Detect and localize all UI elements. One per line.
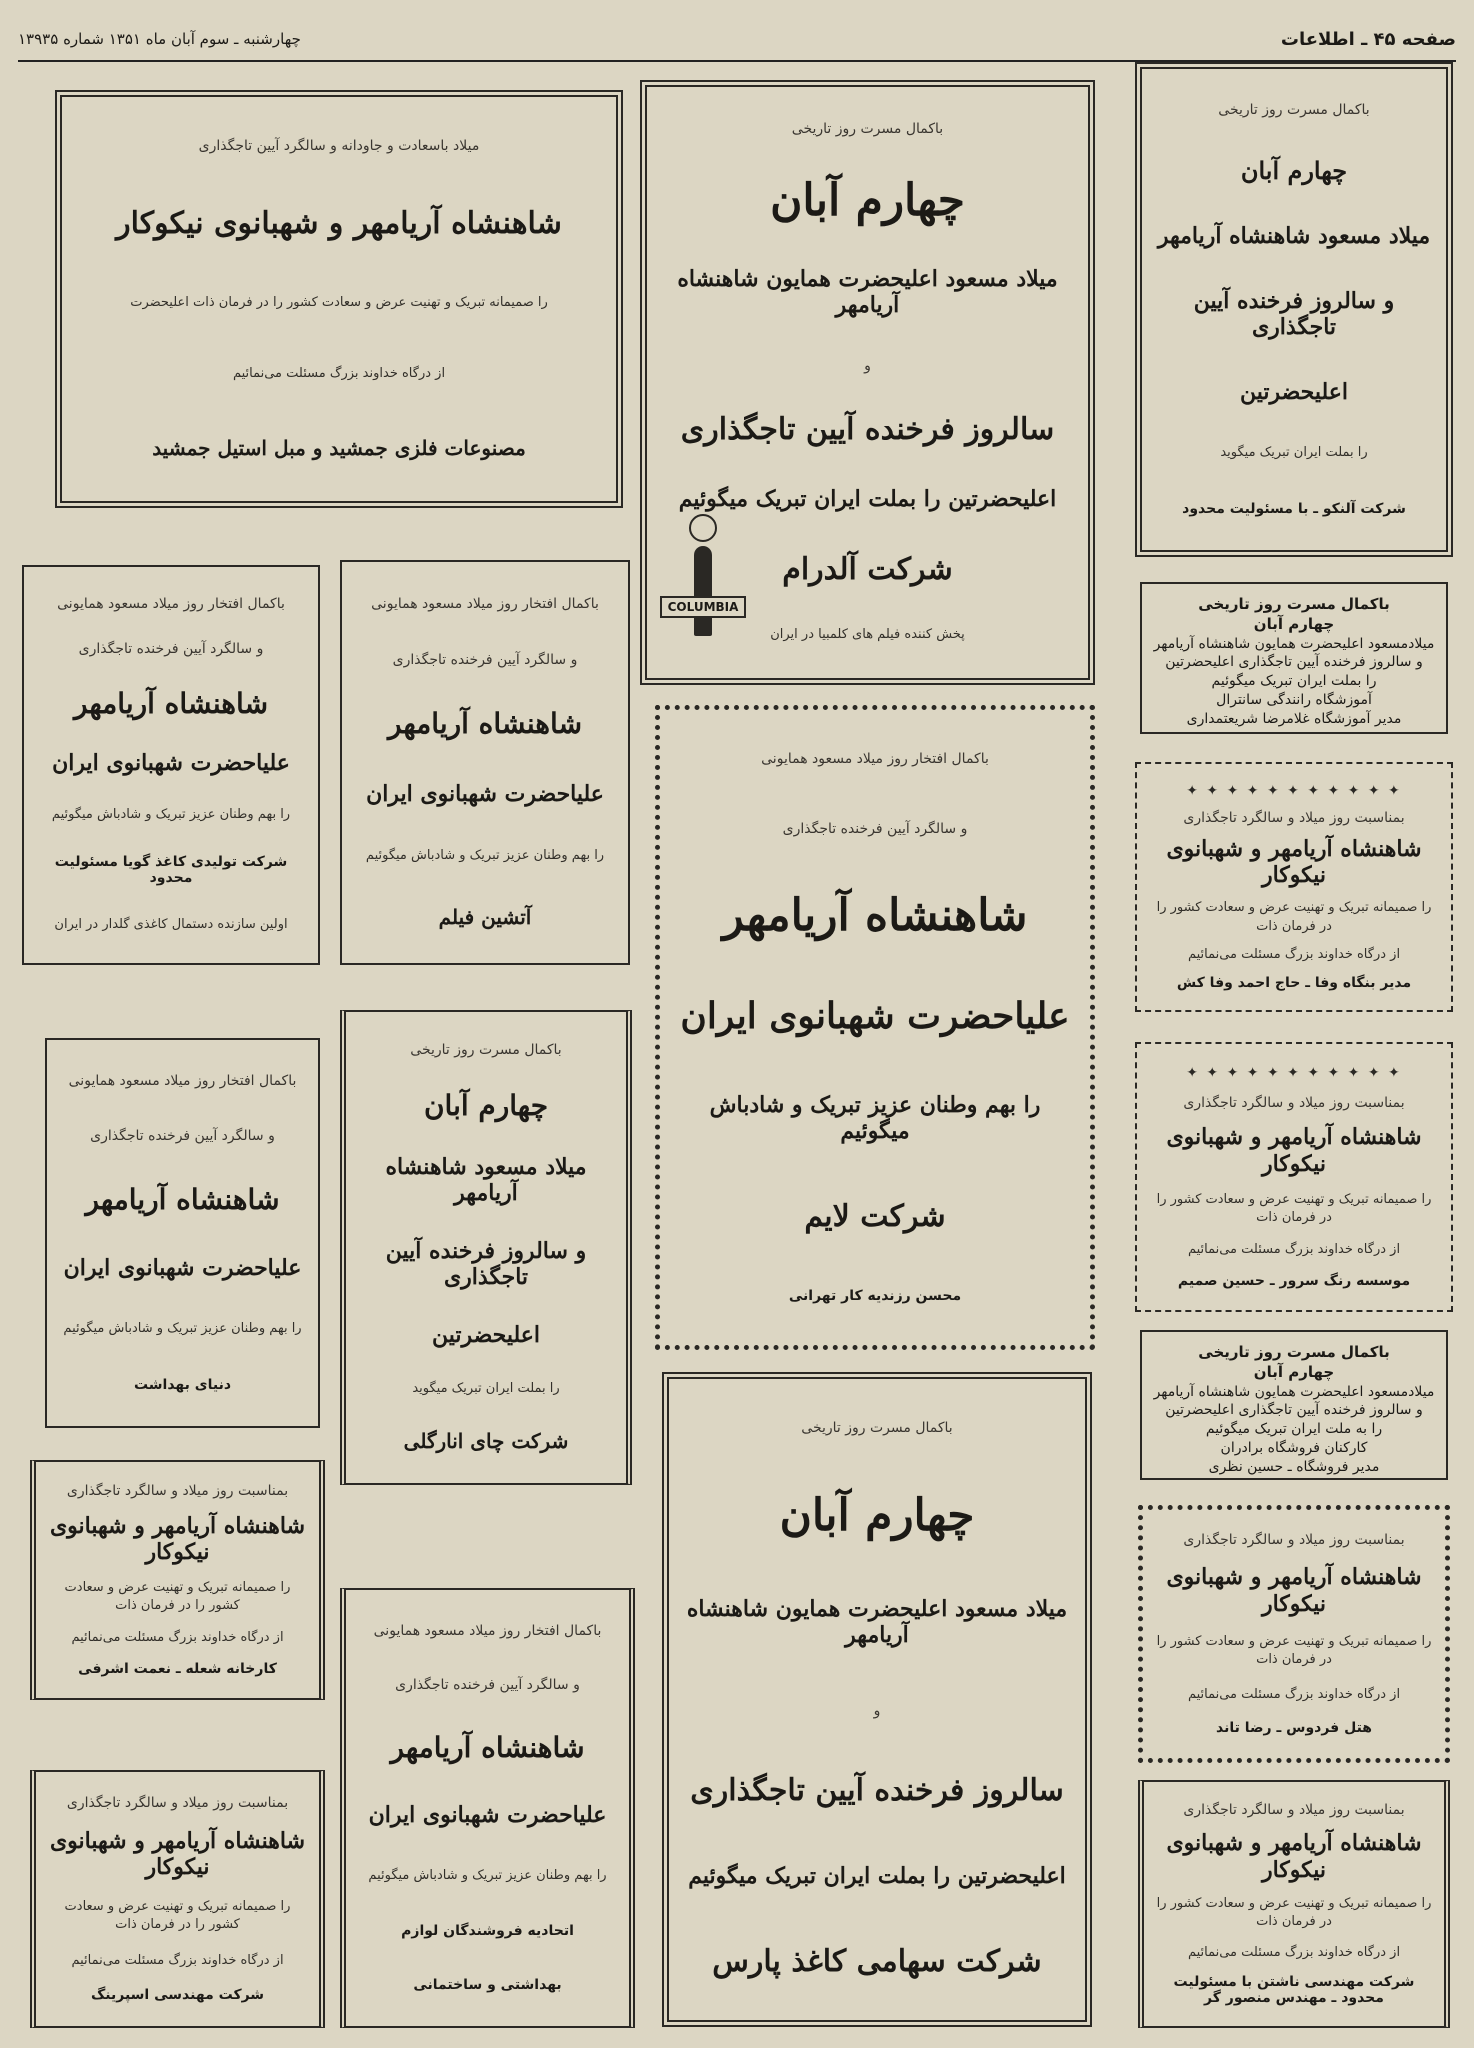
ad-nashtan-engineering — [1138, 1780, 1450, 2028]
ad-title: چهارم آبان — [1240, 155, 1348, 185]
ad-line: از درگاه خداوند بزرگ مسئلت می‌نمائیم — [1187, 1242, 1401, 1258]
ad-intro: و سالگرد آیین فرخنده تاجگذاری — [392, 651, 578, 668]
ad-line: مدیر آموزشگاه غلامرضا شریعتمداری — [1186, 711, 1402, 728]
ad-signature: آتشین فیلم — [438, 905, 532, 930]
ad-line: از درگاه خداوند بزرگ مسئلت می‌نمائیم — [1187, 1686, 1401, 1702]
ad-jamshid — [55, 90, 623, 508]
ad-signature: شرکت آلدرام — [782, 551, 953, 587]
ad-signature: شرکت تولیدی کاغذ گویا مسئولیت محدود — [54, 854, 288, 887]
ad-line: را بهم وطنان عزیز تبریک و شادباش میگوئیم — [63, 1320, 302, 1336]
ad-line: را بهم وطنان عزیز تبریک و شادباش میگوئیم — [368, 1867, 607, 1883]
ad-ferdous-hotel — [1138, 1505, 1450, 1763]
ad-line: را صمیمانه تبریک و تهنیت عرض و سعادت کشور را در فرمان ذات — [1156, 900, 1432, 934]
ad-title: علیاحضرت شهبانوی ایران — [368, 1802, 607, 1829]
ad-signature: اتحادیه فروشندگان لوازم — [401, 1923, 574, 1939]
ad-intro: و سالگرد آیین فرخنده تاجگذاری — [782, 821, 968, 838]
ad-title: شاهنشاه آریامهر — [722, 890, 1028, 942]
ad-laym — [655, 705, 1095, 1350]
ad-line: را بملت ایران تبریک میگوید — [412, 1380, 560, 1396]
ad-line: از درگاه خداوند بزرگ مسئلت می‌نمائیم — [1187, 947, 1401, 963]
ad-title: شاهنشاه آریامهر و شهبانوی نیکوکار — [1166, 1564, 1422, 1617]
ad-intro: باکمال مسرت روز تاریخی — [1218, 102, 1370, 119]
ad-connector: و — [873, 1703, 881, 1720]
ad-line: اعلیحضرتین را بملت ایران تبریک میگوئیم — [678, 486, 1057, 513]
ad-title: شاهنشاه آریامهر و شهبانوی نیکوکار — [49, 1512, 306, 1565]
ad-title: چهارم آبان — [423, 1088, 549, 1122]
page-number: صفحه ۴۵ ـ اطلاعات — [1280, 28, 1456, 50]
ad-line: و سالروز فرخنده آیین تاجگذاری اعلیحضرتین — [1165, 654, 1423, 671]
logo-text: COLUMBIA — [660, 596, 747, 618]
ad-line: باکمال مسرت روز تاریخی — [1198, 1343, 1390, 1361]
ad-baradaran-store — [1140, 1330, 1448, 1480]
ad-intro: باکمال مسرت روز تاریخی — [801, 1420, 953, 1437]
ad-signature: مدیر بنگاه وفا ـ حاج احمد وفا کش — [1176, 974, 1412, 991]
ad-line: مدیر فروشگاه ـ حسین نظری — [1208, 1459, 1380, 1476]
ad-intro: بمناسبت روز میلاد و سالگرد تاجگذاری — [1183, 809, 1405, 826]
ad-signature: مصنوعات فلزی جمشید و مبل استیل جمشید — [152, 436, 526, 461]
ad-line: و سالروز فرخنده آیین تاجگذاری — [385, 1237, 587, 1291]
ad-title: چهارم آبان — [770, 174, 965, 226]
ad-line: را به ملت ایران تبریک میگوئیم — [1205, 1421, 1383, 1438]
ad-line: میلادمسعود اعلیحضرت همایون شاهنشاه آریامهر — [1153, 1383, 1435, 1400]
ad-line: سالروز فرخنده آیین تاجگذاری — [680, 411, 1055, 447]
ad-intro: بمناسبت روز میلاد و سالگرد تاجگذاری — [1183, 1802, 1405, 1819]
ad-line: و سالروز فرخنده آیین تاجگذاری اعلیحضرتین — [1165, 1402, 1423, 1419]
ad-intro: باکمال مسرت روز تاریخی — [791, 120, 944, 137]
ad-line: کارکنان فروشگاه برادران — [1220, 1440, 1368, 1457]
ad-line: اعلیحضرتین — [1239, 379, 1349, 406]
ad-line: اعلیحضرتین را بملت ایران تبریک میگوئیم — [688, 1862, 1066, 1889]
ad-signature: شرکت لایم — [804, 1198, 946, 1234]
ad-line: میلادمسعود اعلیحضرت همایون شاهنشاه آریامهر — [1153, 635, 1435, 652]
ad-line: را بملت ایران تبریک میگوید — [1220, 444, 1368, 460]
ad-goya — [22, 565, 320, 965]
ad-line: میلاد مسعود اعلیحضرت همایون شاهنشاه آریامهر — [686, 1595, 1068, 1649]
ad-intro: باکمال افتخار روز میلاد مسعود همایونی — [371, 595, 599, 612]
ad-line: چهارم آبان — [1253, 615, 1335, 634]
ad-line: چهارم آبان — [1253, 1363, 1335, 1382]
ad-spring-engineering — [30, 1770, 325, 2028]
ad-line: را صمیمانه تبریک و تهنیت عرض و سعادت کشور را در فرمان ذات — [64, 1580, 291, 1614]
ad-sorour — [1135, 1042, 1453, 1312]
ad-atashin-film — [340, 560, 630, 965]
ad-sanitary-union — [340, 1588, 635, 2028]
ad-signature: شرکت مهندسی ناشتن با مسئولیت محدود ـ مهندس منصور گر — [1173, 1973, 1415, 2006]
ad-line: را صمیمانه تبریک و تهنیت عرض و سعادت کشور را در فرمان ذات — [1156, 1191, 1432, 1226]
issue-date: چهارشنبه ـ سوم آبان ماه ۱۳۵۱ شماره ۱۳۹۳۵ — [18, 30, 301, 48]
ad-title: علیاحضرت شهبانوی ایران — [63, 1254, 302, 1281]
ad-intro: بمناسبت روز میلاد و سالگرد تاجگذاری — [1183, 1532, 1405, 1549]
ad-title: علیاحضرت شهبانوی ایران — [52, 750, 290, 777]
ad-line: از درگاه خداوند بزرگ مسئلت می‌نمائیم — [232, 366, 446, 382]
ad-signature: کارخانه شعله ـ نعمت اشرفی — [78, 1661, 277, 1678]
ad-line: را صمیمانه تبریک و تهنیت عرض و سعادت کشور را در فرمان ذات — [64, 1899, 291, 1933]
ad-signature: دنیای بهداشت — [133, 1376, 232, 1393]
ad-line: را صمیمانه تبریک و تهنیت عرض و سعادت کشور را در فرمان ذات — [1156, 1896, 1432, 1930]
ad-title: علیاحضرت شهبانوی ایران — [366, 780, 604, 807]
ad-line: اعلیحضرتین — [431, 1322, 541, 1349]
ad-intro: باکمال افتخار روز میلاد مسعود همایونی — [761, 751, 989, 768]
ad-title: شاهنشاه آریامهر و شهبانوی نیکوکار — [1166, 1124, 1422, 1177]
ad-line: را بهم وطنان عزیز تبریک و شادباش میگوئیم — [709, 1091, 1041, 1145]
ad-line: را بهم وطنان عزیز تبریک و شادباش میگوئیم — [365, 848, 605, 864]
ad-intro: میلاد باسعادت و جاودانه و سالگرد آیین تاجگذاری — [198, 137, 480, 154]
ad-signature: شرکت مهندسی اسپرینگ — [90, 1987, 265, 2004]
ad-intro: باکمال افتخار روز میلاد مسعود همایونی — [68, 1073, 297, 1090]
ad-intro: بمناسبت روز میلاد و سالگرد تاجگذاری — [1183, 1094, 1405, 1111]
ad-subline: پخش کننده فیلم های کلمبیا در ایران — [770, 627, 965, 643]
ad-aldram — [640, 80, 1095, 685]
ad-intro: باکمال افتخار روز میلاد مسعود همایونی — [57, 595, 285, 612]
ad-title: شاهنشاه آریامهر و شهبانوی نیکوکار — [1166, 836, 1422, 889]
ad-intro: باکمال افتخار روز میلاد مسعود همایونی — [373, 1622, 602, 1639]
ad-title: شاهنشاه آریامهر و شهبانوی نیکوکار — [49, 1827, 306, 1881]
ad-line: آموزشگاه رانندگی سانترال — [1216, 692, 1372, 709]
ad-line: را بهم وطنان عزیز تبریک و شادباش میگوئیم — [51, 807, 291, 823]
star-border: ✦ ✦ ✦ ✦ ✦ ✦ ✦ ✦ ✦ ✦ ✦ — [1186, 1064, 1402, 1081]
ad-title: شاهنشاه آریامهر و شهبانوی نیکوکار — [1166, 1830, 1422, 1883]
ad-signature: شرکت چای انارگلی — [403, 1429, 569, 1454]
ad-intro: و سالگرد آیین فرخنده تاجگذاری — [90, 1127, 275, 1144]
ad-line: سالروز فرخنده آیین تاجگذاری — [690, 1772, 1064, 1808]
ad-donyaye-behdasht — [45, 1038, 320, 1428]
ad-line: میلاد مسعود شاهنشاه آریامهر — [385, 1153, 587, 1207]
ad-alenco — [1135, 62, 1453, 557]
ad-signature: شرکت سهامی کاغذ پارس — [712, 1943, 1042, 1979]
ad-signature: موسسه رنگ سرور ـ حسین صمیم — [1177, 1273, 1411, 1290]
ad-signature: شرکت آلنکو ـ با مسئولیت محدود — [1182, 500, 1406, 517]
ad-subline: اولین سازنده دستمال کاغذی گلدار در ایران — [54, 916, 288, 932]
star-border: ✦ ✦ ✦ ✦ ✦ ✦ ✦ ✦ ✦ ✦ ✦ — [1186, 783, 1402, 800]
ad-sholeh-factory — [30, 1460, 325, 1700]
ad-signature: هتل فردوس ـ رضا تاند — [1216, 1719, 1372, 1736]
ad-vafa — [1135, 762, 1453, 1012]
ad-subline: بهداشتی و ساختمانی — [413, 1976, 562, 1993]
ad-title: شاهنشاه آریامهر — [73, 687, 269, 721]
ad-title: چهارم آبان — [779, 1489, 975, 1541]
statue-icon — [694, 546, 712, 636]
ad-title: شاهنشاه آریامهر — [390, 1730, 585, 1764]
ad-line: میلاد مسعود اعلیحضرت همایون شاهنشاه آریامهر — [677, 265, 1058, 318]
torch-icon — [689, 514, 717, 542]
ad-line: از درگاه خداوند بزرگ مسئلت می‌نمائیم — [71, 1630, 284, 1646]
ad-title: علیاحضرت شهبانوی ایران — [680, 995, 1070, 1038]
ad-title: شاهنشاه آریامهر و شهبانوی نیکوکار — [116, 205, 562, 241]
ad-signature: محسن رزندیه کار تهرانی — [788, 1287, 962, 1304]
ad-intro: بمناسبت روز میلاد و سالگرد تاجگذاری — [66, 1482, 289, 1499]
ad-anargoli-tea — [340, 1010, 632, 1485]
ad-intro: و سالگرد آیین فرخنده تاجگذاری — [78, 641, 264, 658]
ad-intro: و سالگرد آیین فرخنده تاجگذاری — [395, 1676, 580, 1693]
ad-line: را صمیمانه تبریک و تهنیت عرض و سعادت کشور را در فرمان ذات اعلیحضرت — [130, 295, 548, 311]
ad-line: را صمیمانه تبریک و تهنیت عرض و سعادت کشور را در فرمان ذات — [1156, 1634, 1432, 1668]
ad-intro: باکمال مسرت روز تاریخی — [410, 1041, 562, 1058]
ad-connector: و — [864, 357, 871, 374]
ad-line: و سالروز فرخنده آیین تاجگذاری — [1193, 287, 1395, 341]
ad-line: را بملت ایران تبریک میگوئیم — [1211, 673, 1377, 690]
ad-title: شاهنشاه آریامهر — [387, 707, 583, 741]
ad-line: از درگاه خداوند بزرگ مسئلت می‌نمائیم — [71, 1952, 284, 1968]
ad-title: شاهنشاه آریامهر — [85, 1182, 280, 1216]
ad-driving-school — [1140, 582, 1448, 734]
ad-line: باکمال مسرت روز تاریخی — [1198, 595, 1390, 613]
ad-intro: بمناسبت روز میلاد و سالگرد تاجگذاری — [66, 1794, 289, 1811]
ad-pars-paper — [662, 1372, 1092, 2027]
columbia-logo — [663, 468, 743, 618]
ad-line: از درگاه خداوند بزرگ مسئلت می‌نمائیم — [1187, 1944, 1401, 1960]
ad-line: میلاد مسعود شاهنشاه آریامهر — [1157, 222, 1431, 249]
page-header — [18, 18, 1456, 62]
